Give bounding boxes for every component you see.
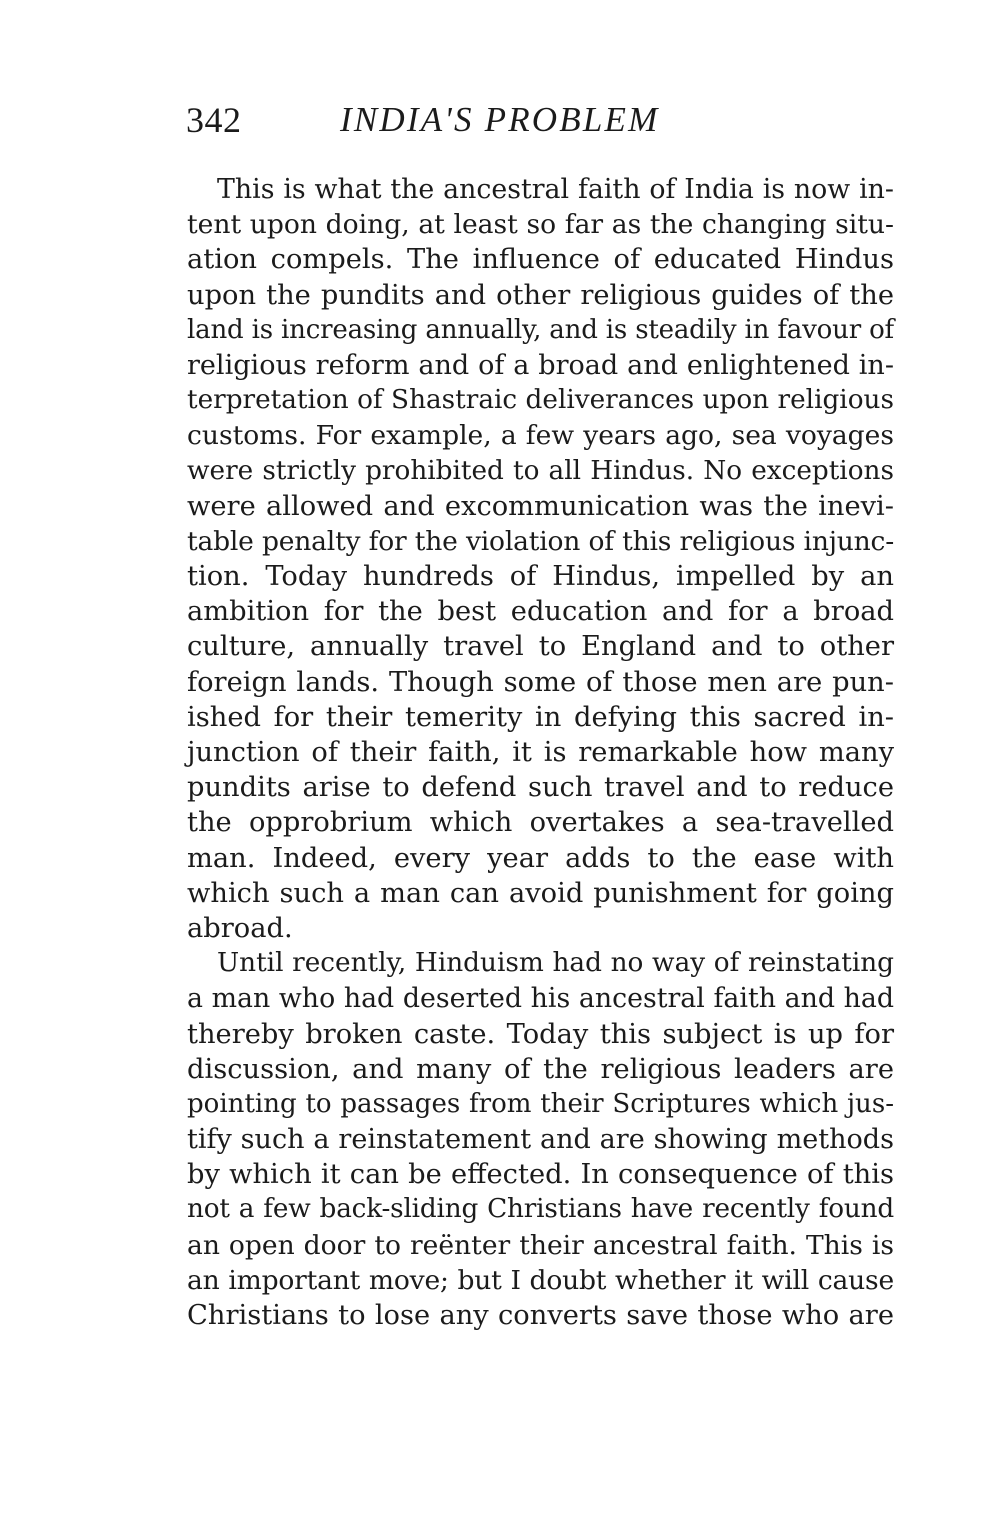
text-line: terpretation of Shastraic deliverances upon religious <box>187 385 894 416</box>
body-text <box>187 172 894 1333</box>
text-line: not a few back-sliding Christians have recently found <box>187 1194 894 1225</box>
text-line: ation compels. The influence of educated Hindus <box>187 244 894 276</box>
paragraph-1 <box>187 172 894 946</box>
text-line: pundits arise to defend such travel and to reduce <box>187 772 894 804</box>
text-line: by which it can be effected. In consequence of this <box>187 1159 894 1191</box>
text-line: culture, annually travel to England and to other <box>187 631 894 663</box>
text-line: foreign lands. Though some of those men are pun- <box>187 666 894 698</box>
running-head <box>186 98 896 142</box>
text-line: a man who had deserted his ancestral faith and had <box>187 983 894 1015</box>
text-line: land is increasing annually, and is steadily in favour of <box>187 314 894 345</box>
text-line: ished for their temerity in defying this sacred in- <box>187 701 894 733</box>
running-title: INDIA'S PROBLEM <box>340 100 660 139</box>
text-line: the opprobrium which overtakes a sea-travelled <box>187 807 894 839</box>
text-line: tify such a reinstatement and are showing methods <box>187 1124 894 1156</box>
page-number: 342 <box>186 100 242 140</box>
text-line: were allowed and excommunication was the inevi- <box>187 490 894 522</box>
text-line: upon the pundits and other religious guides of the <box>187 279 894 311</box>
paragraph-2 <box>187 946 894 1333</box>
text-line: which such a man can avoid punishment for going <box>187 877 894 909</box>
text-line: ambition for the best education and for a broad <box>187 596 894 628</box>
text-line: man. Indeed, every year adds to the ease with <box>187 842 894 874</box>
text-line: religious reform and of a broad and enlightened in- <box>187 349 894 381</box>
text-line: junction of their faith, it is remarkable how many <box>187 737 894 768</box>
text-line: tion. Today hundreds of Hindus, impelled by an <box>187 561 894 593</box>
text-line: table penalty for the violation of this religious injunc- <box>187 525 894 557</box>
text-line: tent upon doing, at least so far as the changing situ- <box>187 209 894 241</box>
text-line: customs. For example, a few years ago, sea voyages <box>187 420 894 452</box>
text-line: This is what the ancestral faith of India is now in- <box>217 174 894 205</box>
text-line: discussion, and many of the religious leaders are <box>187 1053 894 1085</box>
text-line: Until recently, Hinduism had no way of reinstating <box>217 948 894 979</box>
text-line: an important move; but I doubt whether it will cause <box>187 1264 894 1296</box>
text-line: abroad. <box>187 912 293 944</box>
text-line: an open door to reënter their ancestral faith. This is <box>187 1229 894 1261</box>
text-line: were strictly prohibited to all Hindus. No exceptions <box>187 455 894 486</box>
text-line: pointing to passages from their Scriptures which jus- <box>187 1088 894 1119</box>
text-line: Christians to lose any converts save those who are <box>187 1300 894 1331</box>
text-line: thereby broken caste. Today this subject is up for <box>187 1018 894 1050</box>
